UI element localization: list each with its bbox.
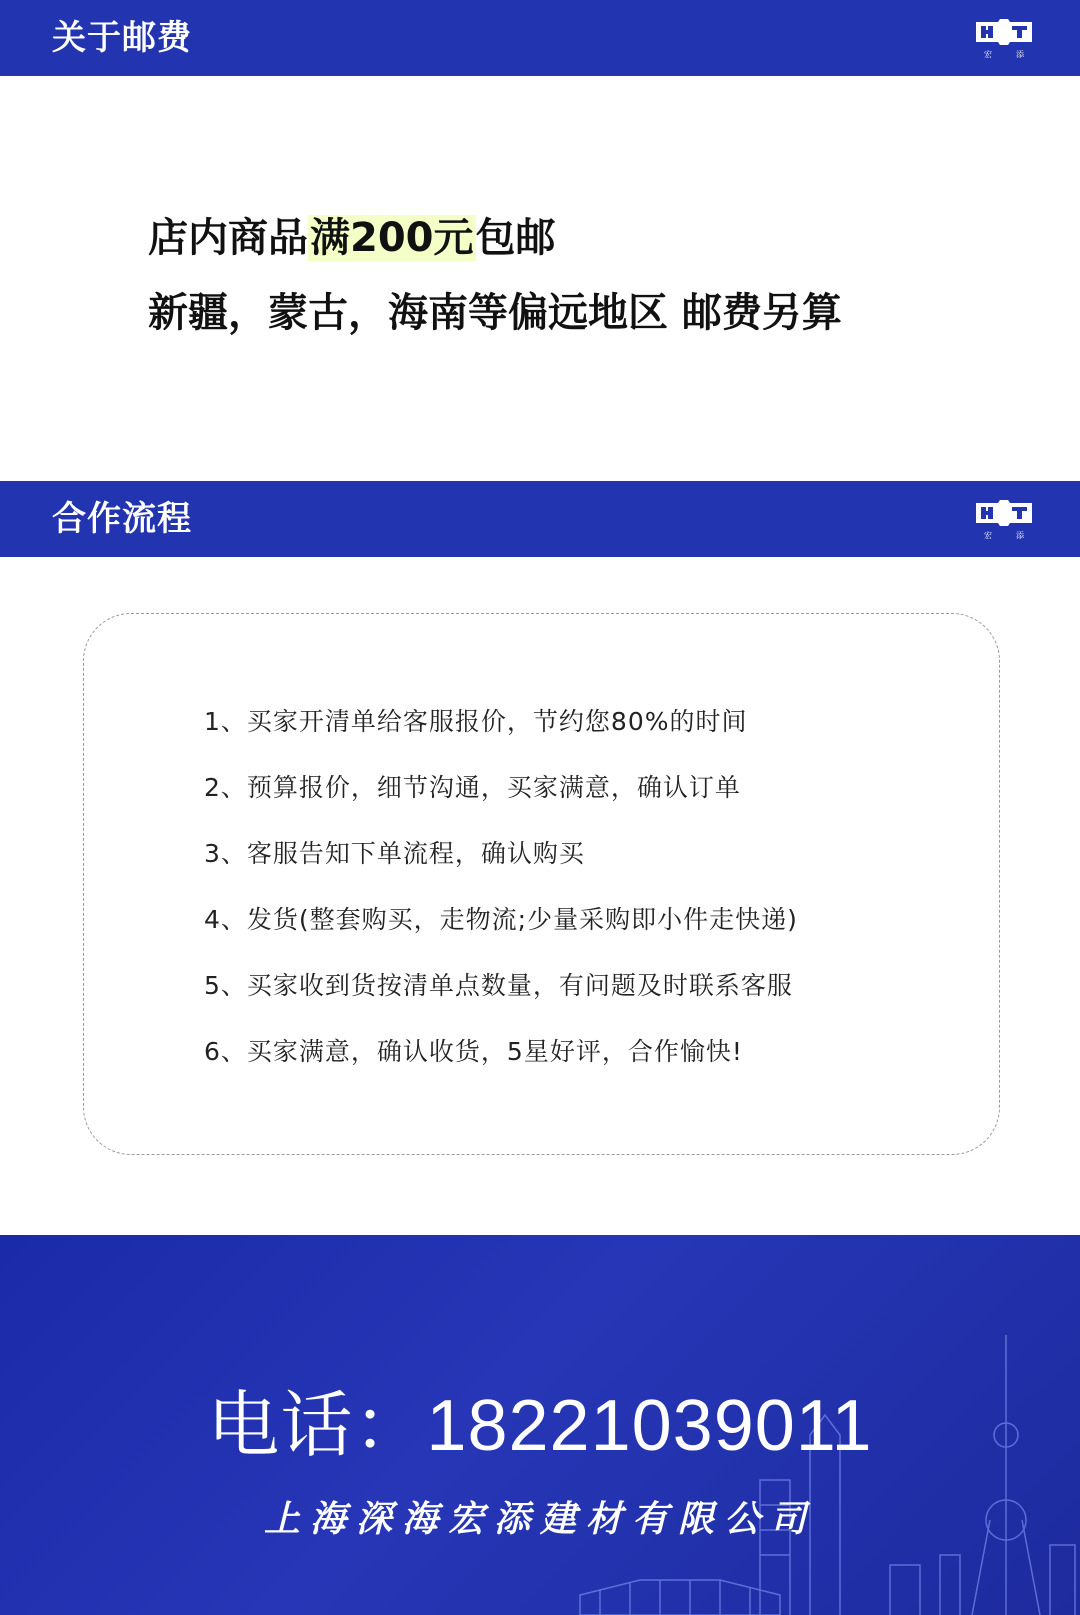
- free-shipping-suffix: 包邮: [475, 215, 556, 261]
- flow-step: 6、买家满意，确认收货，5星好评，合作愉快!: [204, 1037, 743, 1066]
- flow-step: 5、买家收到货按清单点数量，有问题及时联系客服: [204, 971, 793, 1000]
- free-shipping-line: [148, 206, 556, 263]
- contact-footer: [0, 1235, 1080, 1615]
- free-shipping-prefix: 店内商品: [148, 215, 308, 261]
- company-name: 上海深海宏添建材有限公司: [263, 1498, 816, 1540]
- logo-caption-left: 宏: [984, 50, 992, 59]
- remote-area-note: 新疆，蒙古，海南等偏远地区 邮费另算: [148, 290, 842, 336]
- contact-phone: 电话：18221039011: [207, 1386, 873, 1466]
- logo-icon: [974, 16, 1034, 60]
- postage-header-title: 关于邮费: [52, 18, 192, 58]
- logo-caption-left: 宏: [984, 531, 992, 540]
- free-shipping-highlight: 满200元: [310, 215, 474, 261]
- postage-header-bar: [0, 0, 1080, 76]
- logo-icon: [974, 497, 1034, 541]
- flow-header-title: 合作流程: [52, 499, 192, 539]
- flow-step: 4、发货(整套购买，走物流;少量采购即小件走快递): [204, 905, 798, 934]
- flow-steps-box: [83, 613, 1000, 1155]
- flow-steps-list: [204, 702, 798, 1098]
- logo-caption-right: 添: [1016, 531, 1024, 540]
- logo-caption-right: 添: [1016, 50, 1024, 59]
- flow-step: 3、客服告知下单流程，确认购买: [204, 839, 585, 868]
- flow-step: 1、买家开清单给客服报价，节约您80%的时间: [204, 707, 748, 736]
- flow-header-bar: [0, 481, 1080, 557]
- flow-step: 2、预算报价，细节沟通，买家满意，确认订单: [204, 773, 741, 802]
